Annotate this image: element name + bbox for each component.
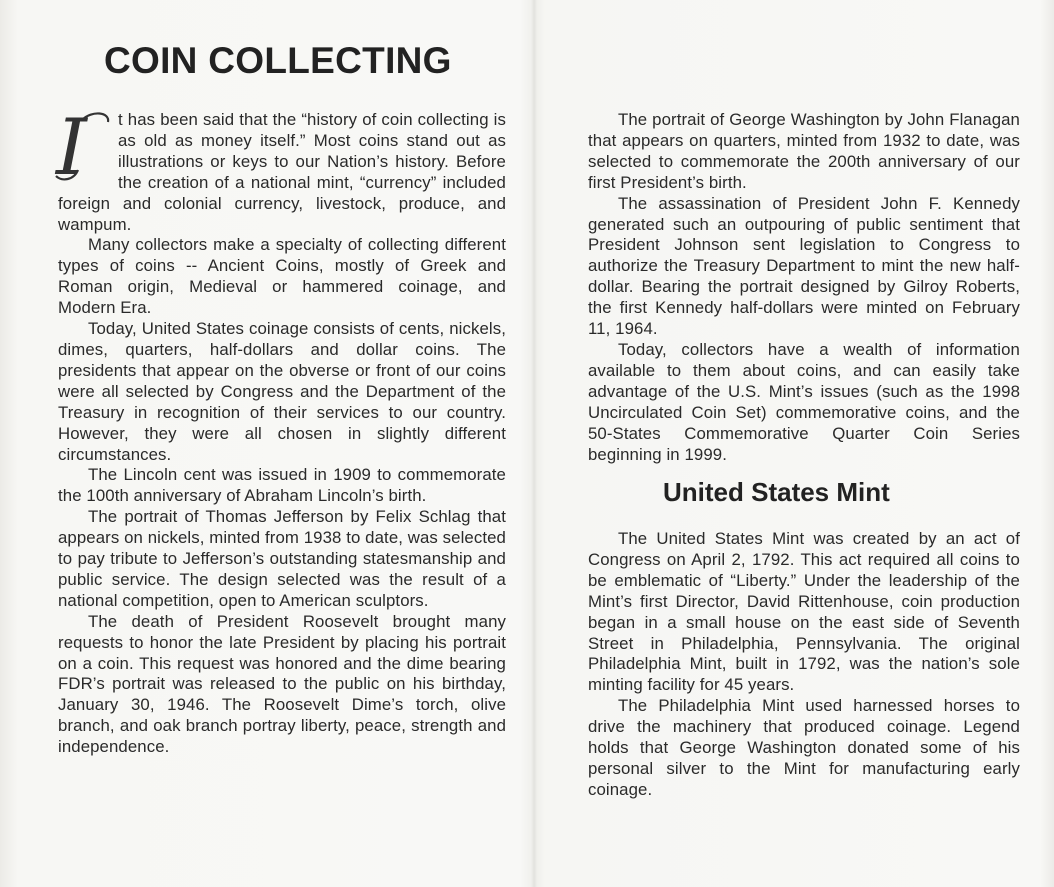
- left-page-body: [58, 110, 506, 758]
- paragraph-coinage: Today, United States coinage consists of cents, nickels, dimes, quarters, half-dollars and dollar coins. The presidents that appear on the obverse or front of our coins were all selected by Congress and the Department of the Treasury in recognition of their services to our country. However, they were all chosen in slightly different circumstances.: [58, 319, 506, 464]
- paragraph-washington: The portrait of George Washington by John Flanagan that appears on quarters, minted from 1932 to date, was selected to commemorate the 200th anniversary of our first President’s birth.: [588, 110, 1020, 192]
- paragraph-kennedy: The assassination of President John F. Kennedy generated such an outpouring of public sentiment that President Johnson sent legislation to Congress to authorize the Treasury Department to mint the new half-dollar. Bearing the portrait designed by Gilroy Roberts, the first Kennedy half-dollars were minted on February 11, 1964.: [588, 193, 1020, 339]
- center-fold: [531, 0, 537, 887]
- paragraph-specialty: Many collectors make a specialty of collecting different types of coins -- Ancient Coins, mostly of Greek and Roman origin, Medieval or hammered coinage, and Modern Era.: [58, 235, 506, 318]
- right-page-body-top: [588, 110, 1020, 465]
- paragraph-jefferson: The portrait of Thomas Jefferson by Felix Schlag that appears on nickels, minted from 1938 to date, was selected to pay tribute to Jefferson’s outstanding statesmanship and public service. The design selected was the result of a national competition, open to American sculptors.: [58, 507, 506, 610]
- page-title: COIN COLLECTING: [104, 40, 452, 81]
- section-title: United States Mint: [663, 477, 890, 507]
- paragraph-intro: [58, 110, 506, 235]
- right-page-body-bottom: [588, 529, 1020, 801]
- paragraph-mint-history: The United States Mint was created by an act of Congress on April 2, 1792. This act required all coins to be emblematic of “Liberty.” Under the leadership of the Mint’s first Director, David Rittenhouse, coin production began in a small house on the east side of Seventh Street in Philadelphia, Pennsylvania. The original Philadelphia Mint, built in 1792, was the nation’s sole minting facility for 45 years.: [588, 529, 1020, 695]
- paragraph-collectors: Today, collectors have a wealth of information available to them about coins, and can easily take advantage of the U.S. Mint’s issues (such as the 1998 Uncirculated Coin Set) commemorative coins, and the 50-States Commemorative Quarter Coin Series beginning in 1999.: [588, 339, 1020, 464]
- paragraph-lincoln: The Lincoln cent was issued in 1909 to commemorate the 100th anniversary of Abraham Lincoln’s birth.: [58, 465, 506, 506]
- dropcap-glyph: I: [56, 110, 87, 186]
- dropcap-letter: [52, 110, 114, 186]
- paragraph-roosevelt: The death of President Roosevelt brought many requests to honor the late President by placing his portrait on a coin. This request was honored and the dime bearing FDR’s portrait was released to the public on his birthday, January 30, 1946. The Roosevelt Dime’s torch, olive branch, and oak branch portray liberty, peace, strength and independence.: [58, 611, 506, 757]
- paragraph-mint-horses: The Philadelphia Mint used harnessed horses to drive the machinery that produced coinage. Legend holds that George Washington donated some of his personal silver to the Mint for manufacturing early coinage.: [588, 696, 1020, 799]
- intro-text: t has been said that the “history of coin collecting is as old as money itself.” Most coins stand out as illustrations or keys to our Nation’s history. Before the creation of a national mint, “currency” included foreign and colonial currency, livestock, produce, and wampum.: [58, 110, 506, 234]
